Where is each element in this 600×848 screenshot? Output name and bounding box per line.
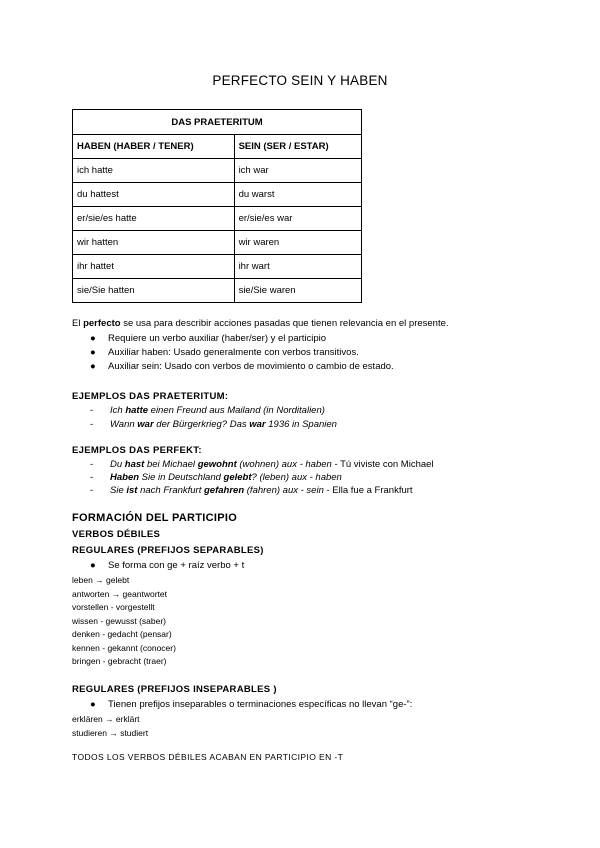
example-line	[90, 419, 337, 430]
example-participle: gefahren	[204, 485, 245, 496]
example-translation: - Ella fue a Frankfurt	[323, 485, 413, 496]
verb-list-item: studieren → studiert	[72, 728, 149, 738]
verb-list-item: bringen - gebracht (traer)	[72, 656, 167, 666]
example-text: bei Michael	[144, 459, 198, 470]
example-text: (wohnen) aux - haben	[236, 459, 332, 470]
intro-bold-term: perfecto	[83, 318, 121, 329]
verb-list-item: antworten → geantwortet	[72, 589, 167, 599]
verb-list-item: vorstellen - vorgestellt	[72, 602, 155, 612]
table-cell: sie/Sie hatten	[73, 279, 235, 303]
verb-list-item: wissen - gewusst (saber)	[72, 616, 167, 626]
verb-list-item: leben → gelebt	[72, 575, 130, 585]
bullet-item	[90, 699, 412, 710]
table-cell: sie/Sie waren	[234, 279, 361, 303]
bullet-item	[90, 361, 394, 372]
table-header-row	[73, 135, 362, 159]
table-row	[73, 207, 362, 231]
example-verb: hatte	[125, 405, 149, 416]
example-text: ? (leben) aux - haben	[251, 472, 342, 483]
col-sein-header: SEIN (SER / ESTAR)	[234, 135, 361, 159]
table-cell: er/sie/es hatte	[73, 207, 235, 231]
praeteritum-examples-heading: EJEMPLOS DAS PRAETERITUM:	[72, 391, 229, 402]
table-cell: ich war	[234, 159, 361, 183]
example-participle: gelebt	[223, 472, 252, 483]
dash-icon: -	[90, 459, 94, 470]
perfekt-examples-heading: EJEMPLOS DAS PERFEKT:	[72, 445, 202, 456]
example-text: Sie	[110, 485, 127, 496]
table-cell: ich hatte	[73, 159, 235, 183]
intro-rest: se usa para describir acciones pasadas que tienen relevancia en el presente.	[120, 318, 449, 329]
praeteritum-table	[72, 109, 362, 303]
table-cell: er/sie/es war	[234, 207, 361, 231]
example-verb: war	[249, 419, 266, 430]
footer-note: TODOS LOS VERBOS DÉBILES ACABAN EN PARTICIPIO EN -T	[72, 752, 344, 762]
bullet-item	[90, 333, 326, 344]
bullet-dot-icon: ●	[90, 347, 96, 358]
example-text: Du	[110, 459, 125, 470]
table-row	[73, 231, 362, 255]
table-cell: wir waren	[234, 231, 361, 255]
table-cell: du hattest	[73, 183, 235, 207]
bullet-item	[90, 347, 359, 358]
example-line	[90, 405, 325, 416]
dash-icon: -	[90, 485, 94, 496]
table-heading-row	[73, 110, 362, 135]
verb-list-item: denken - gedacht (pensar)	[72, 629, 172, 639]
table-cell: du warst	[234, 183, 361, 207]
bullet-text: Auxiliar haben: Usado generalmente con verbos transitivos.	[108, 347, 359, 358]
bullet-text: Auxiliar sein: Usado con verbos de movimiento o cambio de estado.	[108, 361, 394, 372]
dash-icon: -	[90, 405, 94, 416]
intro-prefix: El	[72, 318, 84, 329]
dash-icon: -	[90, 419, 94, 430]
example-text: (fahren) aux - sein	[244, 485, 324, 496]
example-text: 1936 in Spanien	[265, 419, 337, 430]
formacion-heading: FORMACIÓN DEL PARTICIPIO	[72, 512, 238, 524]
bullet-text: Se forma con ge + raíz verbo + t	[108, 560, 245, 571]
example-text: der Bürgerkrieg? Das	[153, 419, 250, 430]
bullet-dot-icon: ●	[90, 333, 96, 344]
example-verb: hast	[124, 459, 145, 470]
bullet-item	[90, 560, 244, 571]
bullet-dot-icon: ●	[90, 361, 96, 372]
bullet-dot-icon: ●	[90, 699, 96, 710]
example-verb: ist	[126, 485, 138, 496]
verb-list-item: kennen - gekannt (conocer)	[72, 643, 176, 653]
dash-icon: -	[90, 472, 94, 483]
regulares-inseparables-heading: REGULARES (PREFIJOS INSEPARABLES )	[72, 684, 277, 695]
example-text: nach Frankfurt	[137, 485, 204, 496]
col-haben-header: HABEN (HABER / TENER)	[73, 135, 235, 159]
page-title: PERFECTO SEIN Y HABEN	[212, 73, 388, 88]
bullet-dot-icon: ●	[90, 560, 96, 571]
bullet-text: Tienen prefijos inseparables o terminaciones específicas no llevan “ge-”:	[108, 699, 413, 710]
table-cell: ihr hattet	[73, 255, 235, 279]
table-heading: DAS PRAETERITUM	[73, 110, 362, 135]
example-translation: - Tú viviste con Michael	[331, 459, 434, 470]
regulares-separables-heading: REGULARES (PREFIJOS SEPARABLES)	[72, 545, 264, 556]
intro-paragraph	[72, 318, 449, 329]
example-text: Ich	[110, 405, 126, 416]
example-line	[90, 472, 342, 483]
table-row	[73, 159, 362, 183]
table-cell: ihr wart	[234, 255, 361, 279]
table-row	[73, 183, 362, 207]
table-row	[73, 279, 362, 303]
example-text: einen Freund aus Mailand (in Norditalien)	[148, 405, 325, 416]
example-text: Wann	[110, 419, 138, 430]
example-verb: war	[137, 419, 154, 430]
example-verb: Haben	[110, 472, 140, 483]
table-row	[73, 255, 362, 279]
example-line	[90, 459, 434, 470]
example-participle: gewohnt	[197, 459, 237, 470]
verbos-debiles-heading: VERBOS DÉBILES	[72, 529, 161, 540]
example-text: Sie in Deutschland	[139, 472, 224, 483]
example-line	[90, 485, 413, 496]
bullet-text: Requiere un verbo auxiliar (haber/ser) y el participio	[108, 333, 327, 344]
verb-list-item: erklären → erklärt	[72, 714, 140, 724]
table-cell: wir hatten	[73, 231, 235, 255]
